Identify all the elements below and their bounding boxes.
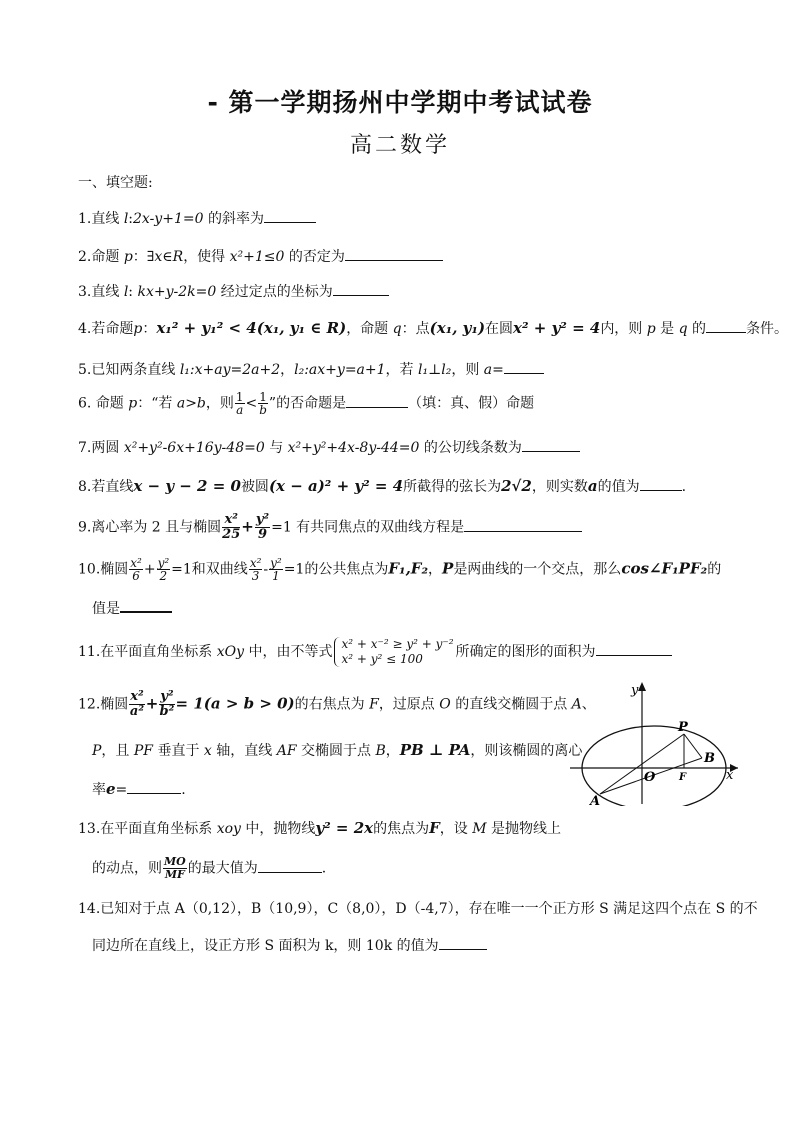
answer-blank[interactable] (596, 643, 672, 656)
q10-P: P (442, 559, 454, 578)
q3-post: 经过定点的坐标为 (216, 284, 333, 300)
question-8: 8.若直线x − y − 2 = 0被圆(x − a)² + y² = 4所截得的弦长为2√2，则实数a的值为 . (78, 477, 687, 495)
q10-minus: - (263, 561, 269, 578)
q6-lt: < (245, 395, 258, 412)
numerator: 1 (259, 390, 267, 404)
answer-blank[interactable] (120, 599, 172, 613)
q13-l2b: 的最大值为 (187, 860, 258, 877)
q11-mid: 中，由不等式 (244, 644, 333, 660)
q4-colon: ： (142, 321, 157, 337)
q10-pre: 10.椭圆 (78, 561, 129, 578)
q7-post: 的公切线条数为 (419, 440, 522, 456)
numerator: 1 (235, 390, 244, 404)
q9-frac-1 (222, 513, 240, 542)
q10-foci: F₁,F₂ (388, 559, 429, 578)
q3-pre: 3.直线 (78, 284, 124, 300)
q10-mid1: =1和双曲线 (171, 561, 248, 578)
q10-frac-1 (129, 557, 143, 582)
question-9 (78, 513, 582, 542)
numerator: y² (270, 556, 282, 570)
q4-circle: x² + y² = 4 (513, 319, 601, 337)
q6-frac-2 (258, 391, 268, 416)
numerator: x² (249, 556, 262, 570)
label-y: y (631, 683, 639, 698)
q6-frac-1 (235, 391, 245, 416)
q13-pre: 13.在平面直角坐标系 (78, 821, 217, 837)
q13-eq: y² = 2x (315, 819, 374, 837)
denominator: 3 (251, 569, 260, 583)
numerator: y² (157, 556, 170, 570)
q1-post: 的斜率为 (203, 211, 264, 227)
q8-line: x − y − 2 = 0 (133, 477, 241, 495)
denominator: 25 (222, 527, 241, 542)
numerator: x² (222, 513, 240, 528)
q4-post: 条件。 (746, 321, 789, 337)
q2-pre: 2.命题 (78, 249, 124, 265)
q12-PF: PF (133, 743, 154, 759)
q13-l2a: 的动点，则 (92, 860, 162, 877)
line-PB (684, 734, 702, 758)
q12-AF: AF (276, 743, 297, 759)
q6-p: p (128, 395, 138, 412)
answer-blank[interactable] (127, 781, 181, 794)
q12-l2d: 轴，直线 (211, 743, 277, 759)
question-10 (78, 557, 721, 582)
q12-perp: PB ⊥ PA (399, 741, 471, 759)
q8-length: 2√2 (501, 477, 532, 495)
q10-mid2: =1的公共焦点为 (283, 561, 389, 578)
question-5 (78, 359, 544, 379)
answer-blank[interactable] (258, 860, 322, 873)
q5-pre: 5.已知两条直线 (78, 362, 180, 378)
q2-mid: ，使得 (183, 249, 230, 265)
question-12 (78, 690, 596, 719)
answer-blank[interactable] (706, 320, 746, 333)
q6-pre: 6. 命题 (78, 395, 129, 412)
denominator: MF (164, 868, 185, 881)
q11-ineq-1: x² + x⁻² ≥ y² + y⁻² (341, 637, 454, 651)
numerator: y² (160, 689, 174, 704)
q5-perp: l₁⊥l₂ (417, 362, 452, 378)
q8-mid3: ，则实数 (531, 479, 588, 495)
numerator: x² (130, 689, 144, 704)
question-13 (78, 818, 561, 838)
q4-q: q (392, 321, 402, 337)
ellipse (582, 726, 726, 806)
q14-line-2-text: 同边所在直线上，设正方形 S 面积为 k，则 10k 的值为 (92, 938, 439, 954)
q4-condition: x₁² + y₁² < 4(x₁, y₁ ∈ R) (156, 319, 347, 337)
q12-condition: = 1(a > b > 0) (175, 694, 295, 713)
numerator: MO (164, 855, 186, 868)
denominator: b (259, 403, 267, 417)
question-12-line-3: 率e= . (92, 780, 186, 798)
question-6 (78, 391, 534, 416)
q12-l2g: ，则该椭圆的离心 (470, 743, 583, 759)
q4-mid6: 的 (687, 321, 707, 337)
label-P: P (678, 720, 688, 735)
q8-circle: (x − a)² + y² = 4 (268, 477, 404, 495)
q12-frac-1 (129, 690, 144, 719)
q9-mid: =1 有共同焦点的双曲线方程是 (271, 519, 465, 536)
q12-mid3: 的直线交椭圆于点 (450, 696, 572, 713)
q13-mid1: 中，抛物线 (240, 821, 316, 837)
label-O: O (644, 770, 656, 785)
q9-frac-2 (255, 513, 270, 542)
q7-circle-2: x²+y²+4x-8y-44=0 (287, 440, 420, 456)
q12-l2b: ，且 (101, 743, 134, 759)
q2-exists: ∃x∈R (146, 249, 184, 265)
q5-sep: ， (280, 362, 295, 378)
q9-pre: 9.离心率为 2 且与椭圆 (78, 519, 222, 536)
q10-post: 的 (707, 561, 722, 578)
q12-l3a: 率 (92, 782, 106, 798)
numerator: y² (255, 512, 270, 527)
answer-blank[interactable] (640, 478, 682, 491)
question-10-line-2 (92, 598, 172, 618)
denominator: 1 (272, 569, 280, 583)
q12-A: A (571, 696, 582, 713)
q10-frac-3 (249, 557, 263, 582)
q12-F: F (369, 696, 379, 713)
q10-mid4: 是两曲线的一个交点，那么 (453, 561, 622, 578)
q8-pre: 8.若直线 (78, 479, 134, 495)
question-4 (78, 318, 788, 338)
q8-mid2: 所截得的弦长为 (403, 479, 502, 495)
answer-blank[interactable] (333, 283, 389, 296)
answer-blank[interactable] (464, 519, 582, 532)
q5-post: = (492, 362, 504, 378)
q12-l2e: 交椭圆于点 (296, 743, 376, 759)
q8-mid1: 被圆 (240, 479, 269, 495)
q12-mid1: 的右焦点为 (294, 696, 370, 713)
q9-plus: + (241, 517, 254, 536)
q13-mid3: ，设 (439, 821, 473, 837)
q3-l: l (123, 284, 129, 300)
answer-blank[interactable] (439, 937, 487, 950)
ellipse-figure (568, 676, 764, 806)
q12-O: O (439, 696, 451, 713)
q10-mid3: ， (428, 561, 443, 578)
q2-eq: x²+1≤0 (229, 249, 285, 265)
question-14-line-2 (92, 935, 487, 955)
q12-l2c: 垂直于 (153, 743, 204, 759)
q7-mid: 与 (264, 440, 288, 456)
q12-plus: + (145, 694, 159, 713)
q8-post: 的值为 (597, 479, 640, 495)
q10-frac-2 (157, 557, 171, 582)
q12-pre: 12.椭圆 (78, 696, 129, 713)
q6-mid: ，则 (205, 395, 234, 412)
q13-xoy: xoy (216, 821, 241, 837)
label-B: B (704, 751, 715, 766)
q12-P: P (92, 743, 102, 759)
q12-l2f: ， (385, 743, 400, 759)
question-3 (78, 281, 389, 301)
q8-a: a (587, 477, 598, 495)
q5-mid: ，若 (385, 362, 418, 378)
q5-l1: l₁:x+ay=2a+2 (179, 362, 281, 378)
q11-post: 所确定的图形的面积为 (455, 644, 596, 660)
answer-blank[interactable] (504, 361, 544, 374)
answer-blank[interactable] (522, 439, 580, 452)
q11-xoy: xOy (216, 644, 245, 660)
q14-line-1: 14.已知对于点 A（0,12），B（10,9），C（8,0），D（-4,7），存在唯一一个正方形 S 满足这四个点在 S 的不 (78, 901, 758, 917)
q6-colon: ：“若 (137, 395, 177, 412)
q1-colon: : (128, 211, 134, 227)
q11-ineq-2: x² + y² ≤ 100 (341, 652, 423, 666)
denominator: b² (159, 704, 175, 719)
question-13-line-2: 的动点，则 $\frac{MO}{MF}$ 的最大值为 . (92, 855, 327, 881)
question-11 (78, 637, 672, 667)
denominator: a² (129, 704, 145, 719)
q11-pre: 11.在平面直角坐标系 (78, 644, 217, 660)
q12-l3b: = (115, 782, 128, 798)
q4-point: (x₁, y₁) (429, 319, 486, 337)
q4-mid4: 内，则 (600, 321, 647, 337)
q5-a: a (483, 362, 493, 378)
q2-post: 的否定为 (284, 249, 345, 265)
q10-cos: cos∠F₁PF₂ (621, 559, 708, 578)
q12-frac-2 (159, 690, 174, 719)
q13-M: M (472, 821, 487, 837)
question-7 (78, 437, 580, 457)
numerator: x² (130, 556, 142, 570)
q2-colon: ： (132, 249, 147, 265)
q12-B: B (375, 743, 386, 759)
question-1 (78, 208, 316, 228)
answer-blank[interactable] (346, 395, 408, 408)
q4-mid5: 是 (655, 321, 679, 337)
q10-frac-4 (269, 557, 283, 582)
answer-blank[interactable] (345, 248, 443, 261)
q4-mid2: ：点 (401, 321, 430, 337)
q1-pre: 1.直线 (78, 211, 124, 227)
q12-e: e (106, 780, 116, 798)
q4-p2: p (646, 321, 656, 337)
q2-p: p (123, 249, 133, 265)
exam-title: - 第一学期扬州中学期中考试试卷 (207, 88, 593, 117)
q3-eq: kx+y-2k=0 (137, 284, 217, 300)
q13-post: 是抛物线上 (486, 821, 561, 837)
q12-end1: 、 (581, 696, 596, 713)
q5-mid2: ，则 (451, 362, 484, 378)
label-F: F (679, 772, 687, 783)
section-heading: 一、填空题: (78, 175, 153, 191)
q6-post: （填：真、假）命题 (408, 395, 535, 412)
label-A: A (590, 794, 601, 806)
q4-pre: 4.若命题 (78, 321, 134, 337)
q12-x: x (203, 743, 212, 759)
q6-cond: a>b (176, 395, 206, 412)
y-axis-arrow (638, 682, 646, 691)
q4-q2: q (678, 321, 688, 337)
q1-eq: 2x-y+1=0 (133, 211, 204, 227)
q10-plus: + (143, 561, 156, 578)
q11-system (334, 637, 453, 667)
q10-line2: 值是 (92, 601, 120, 617)
question-14 (78, 898, 758, 918)
q7-pre: 7.两圆 (78, 440, 124, 456)
q5-l2: l₂:ax+y=a+1 (294, 362, 386, 378)
question-12-line-2 (92, 740, 582, 760)
q13-F: F (429, 819, 440, 837)
answer-blank[interactable] (264, 210, 316, 223)
q3-colon: : (128, 284, 138, 300)
denominator: 2 (159, 569, 168, 583)
q4-mid1: ，命题 (346, 321, 393, 337)
q12-mid2: ，过原点 (378, 696, 440, 713)
exam-subtitle: 高二数学 (349, 133, 450, 158)
q7-circle-1: x²+y²-6x+16y-48=0 (123, 440, 265, 456)
q6-quote: ”的否命题是 (268, 395, 347, 412)
label-x: x (726, 768, 734, 783)
denominator: 9 (257, 527, 267, 542)
denominator: a (236, 403, 244, 417)
q13-mid2: 的焦点为 (373, 821, 430, 837)
q13-frac (163, 856, 187, 881)
q4-mid3: 在圆 (485, 321, 514, 337)
q1-l: l (123, 211, 129, 227)
question-2 (78, 246, 443, 266)
q4-p: p (133, 321, 143, 337)
denominator: 6 (132, 569, 140, 583)
